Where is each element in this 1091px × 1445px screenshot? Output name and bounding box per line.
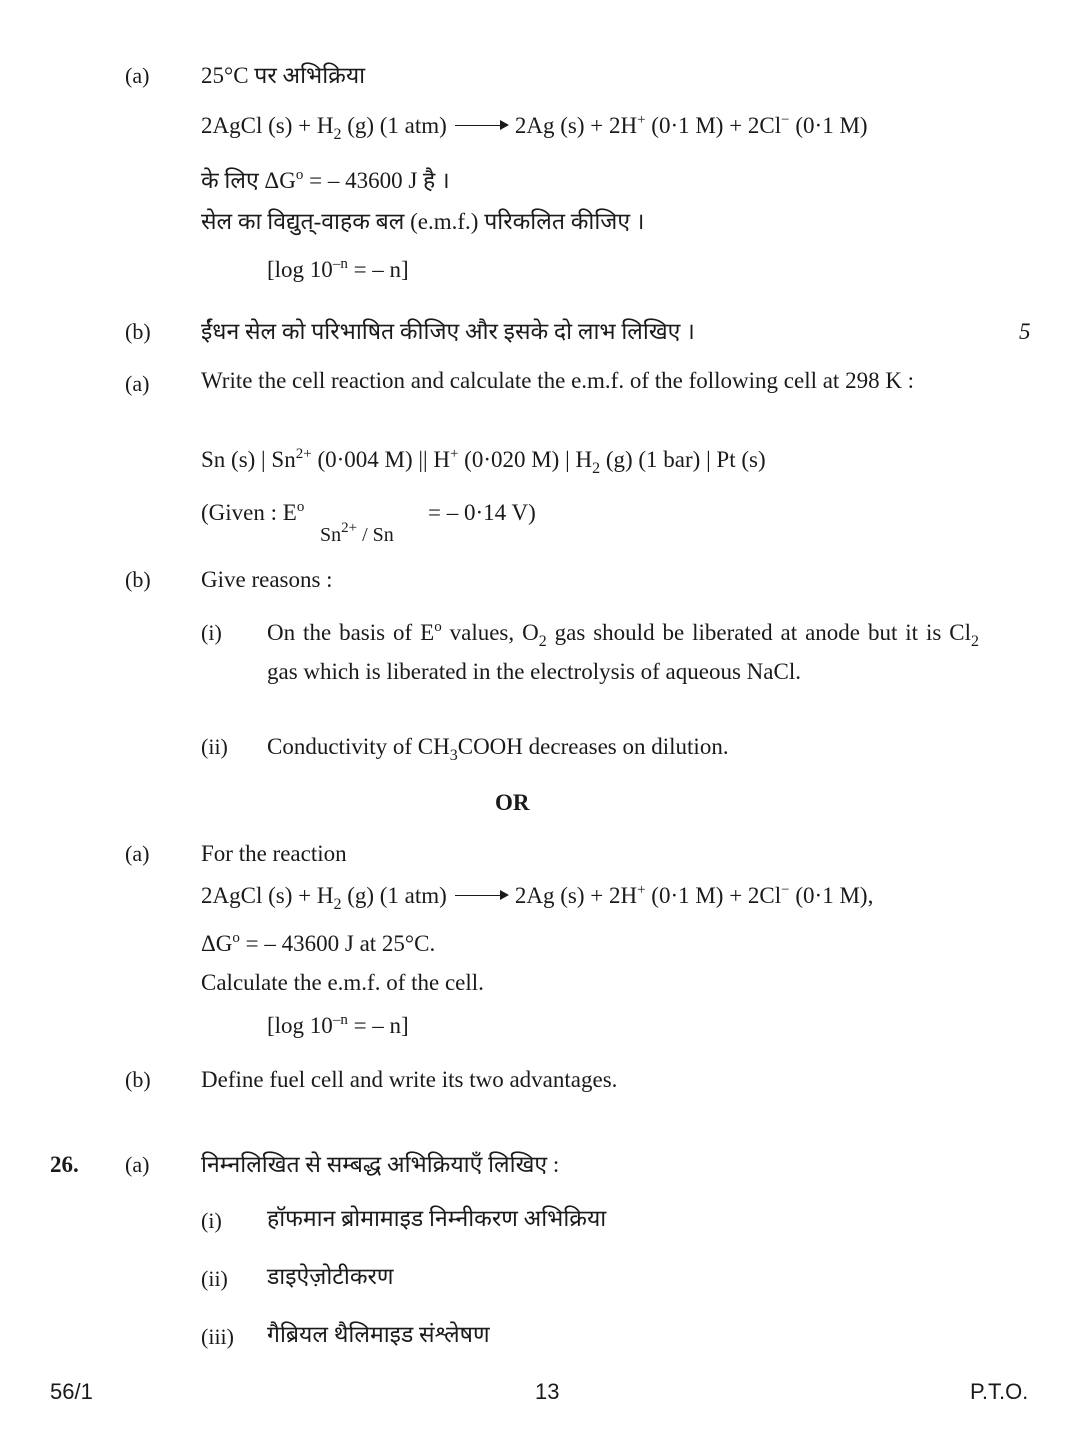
or-separator: OR (495, 790, 530, 815)
reaction-arrow-icon (455, 125, 507, 126)
q25-en-given: (Given : $E^o$ (201, 499, 305, 525)
marks: 5 (1019, 319, 1031, 344)
q25-en-b-label: (b) (125, 567, 151, 592)
q25-or-delta-g: $\Delta G^o$ = – 43600 J at 25°C. (201, 930, 436, 956)
q26-item-label: (i) (201, 1208, 222, 1233)
q25-hi-a-line1: 25°C पर अभिक्रिया (201, 63, 366, 88)
q25-or-a-label: (a) (125, 841, 150, 866)
q26-item-label: (iii) (201, 1324, 234, 1349)
q25-hi-reaction: 2AgCl $(s) + H_2$ (g) (1 atm) 2Ag (s) + 2H+ (0·1 M) + 2Cl− (0·1 M) (201, 112, 868, 143)
q25-hi-b-label: (b) (125, 319, 151, 344)
q25-en-cell: Sn (s) | $Sn^{2+}$ (0·004 M) || H+ (0·020 M) | $H_2$ (g) (1 bar) | Pt (s) (201, 446, 766, 477)
reaction-arrow-icon (455, 895, 507, 896)
q25-en-a-text: Write the cell reaction and calculate the e.m.f. of the following cell at 298 K : (201, 368, 915, 393)
q26-a-label: (a) (125, 1152, 150, 1177)
q26-item-label: (ii) (201, 1266, 228, 1291)
q25-or-emf-line: Calculate the e.m.f. of the cell. (201, 970, 484, 995)
q25-en-given-value: = – 0·14 V) (428, 500, 536, 525)
q25-or-b-label: (b) (125, 1067, 151, 1092)
q26-item-text: गैब्रियल थैलिमाइड संश्लेषण (267, 1322, 490, 1347)
q25-en-ii-label: (ii) (201, 734, 228, 759)
q25-or-reaction: 2AgCl $(s) + H_2$ (g) (1 atm) 2Ag (s) + 2H+ (0·1 M) + 2Cl− (0·1 M), (201, 882, 874, 913)
q25-or-a-text: For the reaction (201, 841, 347, 866)
q25-hi-delta-g: के लिए $\Delta G^o$ = – 43600 J है । (201, 167, 450, 193)
q26-item-text: डाइऐज़ोटीकरण (267, 1264, 394, 1289)
q25-or-log-hint: [log $10^{-n}$ = – n] (267, 1012, 409, 1038)
q25-en-i-text: On the basis of $E^o$ values, $O_2$ gas should be liberated at anode but it is $Cl_2$ gas which is liberated in the electrolysis of aqueous NaCl. (267, 619, 980, 684)
footer-pto: P.T.O. (970, 1379, 1029, 1404)
q26-a-text: निम्नलिखित से सम्बद्ध अभिक्रियाएँ लिखिए : (201, 1152, 560, 1177)
footer-paper-code: 56/1 (50, 1379, 93, 1404)
footer-page-number: 13 (535, 1379, 560, 1404)
q25-en-a-label: (a) (125, 371, 150, 396)
q25-en-given-subscript: $Sn^{2+}$ / Sn (320, 520, 394, 546)
q25-or-b-text: Define fuel cell and write its two advantages. (201, 1067, 618, 1092)
q25-hi-b-text: ईंधन सेल को परिभाषित कीजिए और इसके दो लाभ लिखिए । (201, 319, 695, 344)
q25-en-b-text: Give reasons : (201, 567, 333, 592)
q25-en-ii-text: Conductivity of $CH_3COOH$ decreases on dilution. (267, 734, 729, 764)
q25-hi-a-label: (a) (125, 63, 150, 88)
q26-item-text: हॉफमान ब्रोमामाइड निम्नीकरण अभिक्रिया (267, 1206, 607, 1231)
q25-hi-log-hint: [log $10^{-n}$ = – n] (267, 256, 409, 282)
q25-hi-emf-line: सेल का विद्युत्-वाहक बल (e.m.f.) परिकलित कीजिए । (201, 209, 645, 234)
q26-number: 26. (50, 1152, 79, 1177)
q25-en-i-label: (i) (201, 620, 222, 645)
